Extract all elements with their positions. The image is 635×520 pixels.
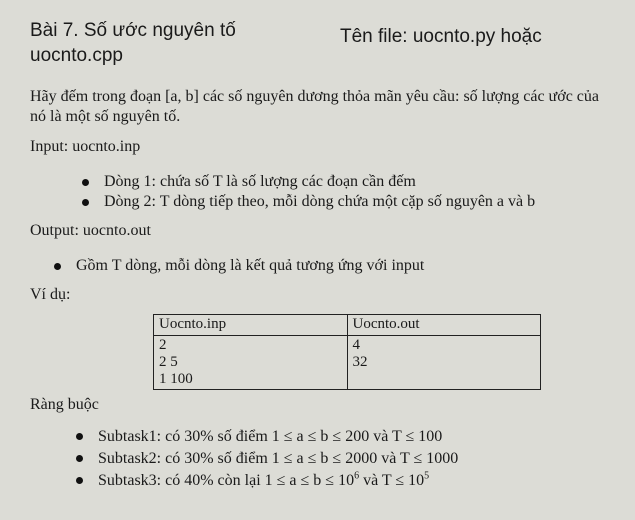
table-row bbox=[154, 336, 541, 390]
table-header-output: Uocnto.out bbox=[347, 315, 541, 336]
output-label: Output: uocnto.out bbox=[30, 222, 151, 239]
output-line: 32 bbox=[352, 354, 368, 370]
constraints-list bbox=[76, 426, 458, 492]
list-item: Dòng 1: chứa số T là số lượng các đoạn cần đếm bbox=[82, 172, 535, 192]
output-cell bbox=[347, 336, 541, 390]
list-item: Gồm T dòng, mỗi dòng là kết quả tương ứng với input bbox=[54, 256, 424, 276]
input-label: Input: uocnto.inp bbox=[30, 138, 141, 155]
constraints-label: Ràng buộc bbox=[30, 396, 99, 413]
input-list bbox=[82, 172, 535, 212]
exponent: 6 bbox=[354, 470, 360, 482]
output-list bbox=[54, 256, 424, 276]
subtask-text: Subtask3: có 40% còn lại 1 ≤ a ≤ b ≤ 10 bbox=[98, 472, 355, 489]
input-line: 2 bbox=[159, 337, 167, 353]
problem-statement: Hãy đếm trong đoạn [a, b] các số nguyên dương thỏa mãn yêu cầu: số lượng các ước của nó là một số nguyên tố. bbox=[30, 88, 599, 125]
example-table bbox=[153, 314, 541, 390]
input-cell bbox=[154, 336, 348, 390]
problem-title: Bài 7. Số ước nguyên tố uocnto.cpp bbox=[30, 20, 236, 66]
table-header-input: Uocnto.inp bbox=[154, 315, 348, 336]
exponent: 5 bbox=[424, 470, 430, 482]
output-line: 4 bbox=[352, 337, 360, 353]
list-item: Dòng 2: T dòng tiếp theo, mỗi dòng chứa một cặp số nguyên a và b bbox=[82, 192, 535, 212]
list-item bbox=[76, 470, 458, 492]
subtask-text: và T ≤ 10 bbox=[359, 472, 425, 489]
input-line: 1 100 bbox=[159, 371, 193, 387]
list-item bbox=[76, 426, 458, 448]
list-item bbox=[76, 448, 458, 470]
subtask-text: Subtask2: có 30% số điểm 1 ≤ a ≤ b ≤ 2000 và T ≤ 1000 bbox=[98, 450, 459, 467]
file-name-label: Tên file: uocnto.py hoặc bbox=[340, 26, 542, 47]
input-line: 2 5 bbox=[159, 354, 178, 370]
example-label: Ví dụ: bbox=[30, 286, 71, 303]
subtask-text: Subtask1: có 30% số điểm 1 ≤ a ≤ b ≤ 200 và T ≤ 100 bbox=[98, 428, 443, 445]
